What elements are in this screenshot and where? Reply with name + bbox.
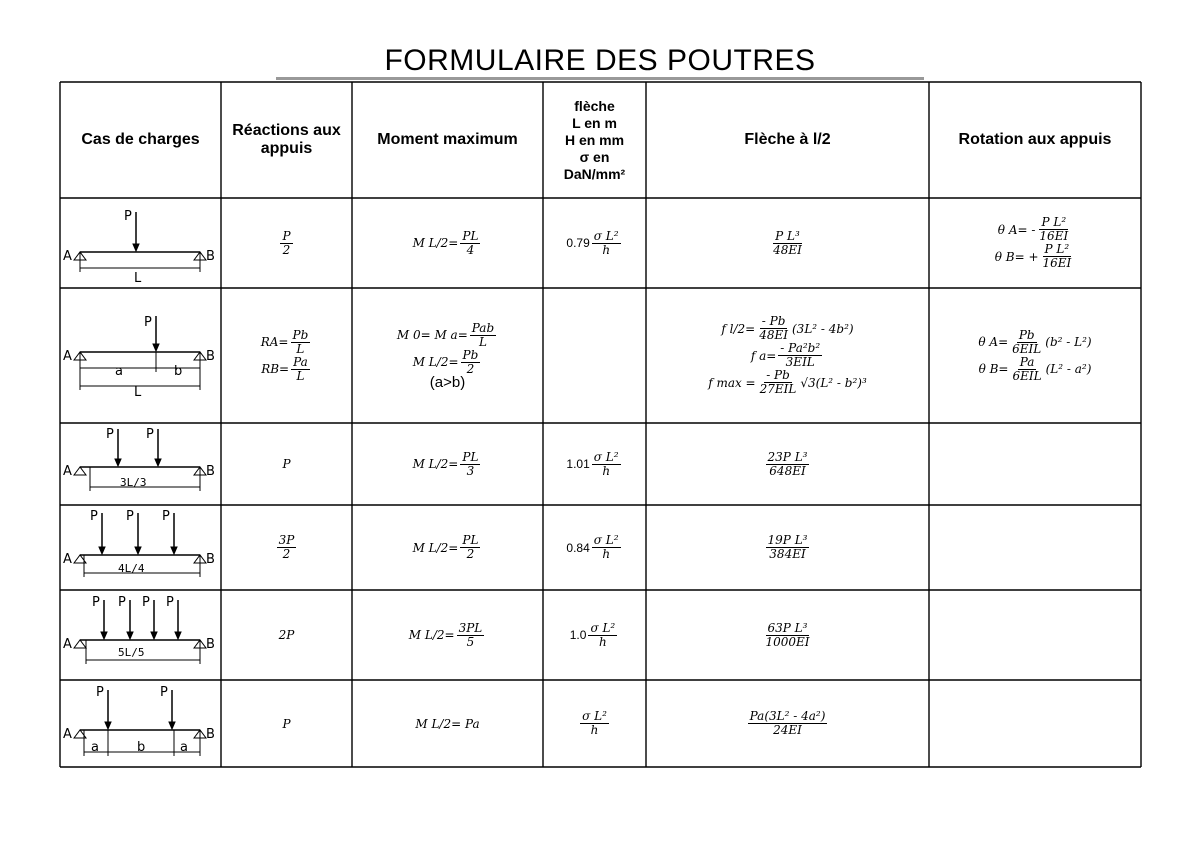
label-P: P <box>96 685 104 700</box>
header-fleche-mi-portee: Flèche à l/2 <box>744 131 831 148</box>
coefficient: 0.84 <box>566 540 590 555</box>
label-P: P <box>144 315 152 330</box>
coef-cell <box>543 198 646 288</box>
formula-left: RA= <box>260 335 289 349</box>
reaction-cell <box>221 198 352 288</box>
label-A: A <box>63 637 72 652</box>
reaction-cell <box>221 590 352 680</box>
moment-cell <box>352 680 543 767</box>
coefficient: 1.01 <box>566 457 590 471</box>
header-moment-maximum: Moment maximum <box>377 131 518 148</box>
numerator: Pa <box>1019 354 1035 369</box>
beam-diagram-central-load <box>74 212 206 272</box>
formula-right: √3(L² - b²)³ <box>800 375 867 390</box>
reaction-value: P <box>282 457 291 471</box>
label-P: P <box>166 595 174 610</box>
formula-left: θ A= - <box>997 222 1036 237</box>
denominator: L <box>478 334 487 349</box>
header-fleche-line1: flèche <box>574 97 615 114</box>
label-b: b <box>174 364 183 379</box>
header-fleche-line4: σ en <box>579 148 610 165</box>
label-B: B <box>206 637 215 652</box>
label-b: b <box>137 740 146 755</box>
denominator: h <box>602 463 611 478</box>
numerator: σ L² <box>590 620 616 635</box>
denominator: 2 <box>466 361 475 376</box>
numerator: Pb <box>292 327 309 342</box>
label-4L4: 4L/4 <box>118 562 145 575</box>
numerator: - Pb <box>766 368 790 382</box>
label-a: a <box>115 364 123 379</box>
denominator: h <box>602 547 611 561</box>
label-P: P <box>106 427 114 442</box>
formula-left: M L/2= <box>408 628 455 642</box>
reaction-value: P <box>282 716 291 731</box>
moment-cell <box>352 198 543 288</box>
fleche-cell <box>646 288 929 423</box>
formula-left: f max = <box>708 375 756 390</box>
formula-left: f a= <box>750 348 777 363</box>
header-fleche-line3: H en mm <box>564 131 625 148</box>
denominator: 3EIL <box>785 355 815 369</box>
numerator: P <box>282 228 291 243</box>
formula-left: M L/2= <box>412 457 459 471</box>
coef-cell <box>543 505 646 590</box>
numerator: 23P L³ <box>767 449 808 464</box>
numerator: Pab <box>471 320 495 335</box>
fleche-cell <box>646 198 929 288</box>
numerator: 3P <box>278 533 295 547</box>
denominator: 384EI <box>769 547 806 561</box>
formula-right: (L² - a²) <box>1045 362 1092 376</box>
label-P: P <box>146 427 154 442</box>
denominator: L <box>296 368 305 383</box>
numerator: σ L² <box>593 228 619 243</box>
formula-left: M L/2= <box>412 540 459 555</box>
denominator: 6EIL <box>1012 368 1042 383</box>
label-P: P <box>126 509 134 524</box>
page-title: FORMULAIRE DES POUTRES <box>384 44 816 77</box>
reaction-cell <box>221 288 352 423</box>
formula-left: M L/2= <box>412 355 459 369</box>
label-a: a <box>91 740 99 755</box>
label-L: L <box>134 271 142 286</box>
formula-left: θ B= <box>978 362 1009 376</box>
denominator: 3 <box>466 463 475 478</box>
denominator: 1000EI <box>765 634 810 649</box>
denominator: L <box>296 341 305 356</box>
reaction-cell <box>221 680 352 767</box>
numerator: - Pb <box>761 314 786 328</box>
label-P: P <box>160 685 168 700</box>
coefficient: 0.79 <box>566 236 590 250</box>
numerator: Pb <box>1018 327 1035 342</box>
header-cas-de-charges: Cas de charges <box>81 131 200 148</box>
reaction-cell <box>221 505 352 590</box>
denominator: h <box>602 242 611 257</box>
formula-left: M L/2= <box>412 236 459 250</box>
numerator: σ L² <box>582 709 607 723</box>
moment-cell <box>352 505 543 590</box>
coefficient: 1.0 <box>569 628 587 642</box>
label-A: A <box>63 249 72 264</box>
formula-left: RB= <box>261 362 290 376</box>
fleche-cell <box>646 590 929 680</box>
reaction-cell <box>221 423 352 505</box>
denominator: 16EI <box>1042 256 1072 270</box>
denominator: h <box>590 723 599 737</box>
numerator: 3PL <box>458 620 483 635</box>
denominator: 2 <box>282 242 291 257</box>
condition-text: (a>b) <box>429 373 466 391</box>
reaction-value: 2P <box>278 628 295 642</box>
header-fleche-line5: DaN/mm² <box>563 165 626 182</box>
header-reactions-text: Réactions aux appuis <box>232 122 341 157</box>
denominator: 6EIL <box>1012 341 1042 356</box>
label-L: L <box>134 385 142 400</box>
formula-left: f l/2= <box>721 321 756 336</box>
coef-cell <box>543 590 646 680</box>
numerator: Pb <box>462 347 479 362</box>
beam-diagram-offset-load <box>74 316 206 390</box>
label-B: B <box>206 349 215 364</box>
numerator: P L³ <box>775 228 800 243</box>
formula-left: θ A= <box>978 335 1009 349</box>
numerator: Pa(3L² - 4a²) <box>749 709 826 723</box>
denominator: 16EI <box>1039 229 1069 243</box>
header-fleche-line2: L en m <box>572 114 617 131</box>
denominator: 2 <box>282 547 291 561</box>
formula-left: M 0= M a= <box>396 328 468 342</box>
label-B: B <box>206 552 215 567</box>
denominator: 5 <box>466 634 475 649</box>
header-reactions <box>221 82 352 198</box>
header-fleche-units <box>543 84 646 196</box>
label-A: A <box>63 464 72 479</box>
denominator: h <box>598 634 607 649</box>
label-A: A <box>63 349 72 364</box>
numerator: P L² <box>1044 242 1070 256</box>
moment-cell <box>352 423 543 505</box>
numerator: PL <box>462 533 479 547</box>
label-B: B <box>206 464 215 479</box>
label-B: B <box>206 249 215 264</box>
denominator: 4 <box>466 242 475 257</box>
denominator: 48EI <box>759 328 788 342</box>
formula-left: M L/2= Pa <box>415 716 480 731</box>
label-P: P <box>142 595 150 610</box>
label-P: P <box>124 209 132 224</box>
fleche-cell <box>646 505 929 590</box>
label-P: P <box>162 509 170 524</box>
beam-diagrams <box>60 198 221 767</box>
label-P: P <box>90 509 98 524</box>
label-a: a <box>180 740 188 755</box>
label-B: B <box>206 727 215 742</box>
numerator: PL <box>462 449 479 464</box>
denominator: 2 <box>466 547 475 561</box>
formula-right: (3L² - 4b²) <box>792 321 854 336</box>
fleche-cell <box>646 423 929 505</box>
numerator: - Pa²b² <box>780 341 821 355</box>
rotation-cell <box>929 288 1141 423</box>
numerator: σ L² <box>593 533 619 547</box>
numerator: σ L² <box>593 449 619 464</box>
denominator: 27EIL <box>759 382 797 396</box>
label-5L5: 5L/5 <box>118 646 145 659</box>
denominator: 24EI <box>773 723 802 737</box>
numerator: Pa <box>293 354 308 369</box>
fleche-cell <box>646 680 929 767</box>
moment-cell <box>352 590 543 680</box>
header-rotation-appuis: Rotation aux appuis <box>958 131 1112 148</box>
numerator: 63P L³ <box>767 620 808 635</box>
denominator: 48EI <box>773 242 802 257</box>
label-A: A <box>63 552 72 567</box>
moment-cell <box>352 288 543 423</box>
formula-left: θ B= + <box>994 249 1039 264</box>
rotation-cell <box>929 198 1141 288</box>
fraction <box>280 230 292 257</box>
formula-right: (b² - L²) <box>1045 335 1092 349</box>
coef-cell <box>543 423 646 505</box>
numerator: P L² <box>1041 215 1067 229</box>
label-A: A <box>63 727 72 742</box>
label-3L3: 3L/3 <box>120 476 147 489</box>
numerator: PL <box>462 228 479 243</box>
label-P: P <box>118 595 126 610</box>
denominator: 648EI <box>769 463 806 478</box>
numerator: 19P L³ <box>767 533 808 547</box>
coef-cell <box>543 680 646 767</box>
label-P: P <box>92 595 100 610</box>
